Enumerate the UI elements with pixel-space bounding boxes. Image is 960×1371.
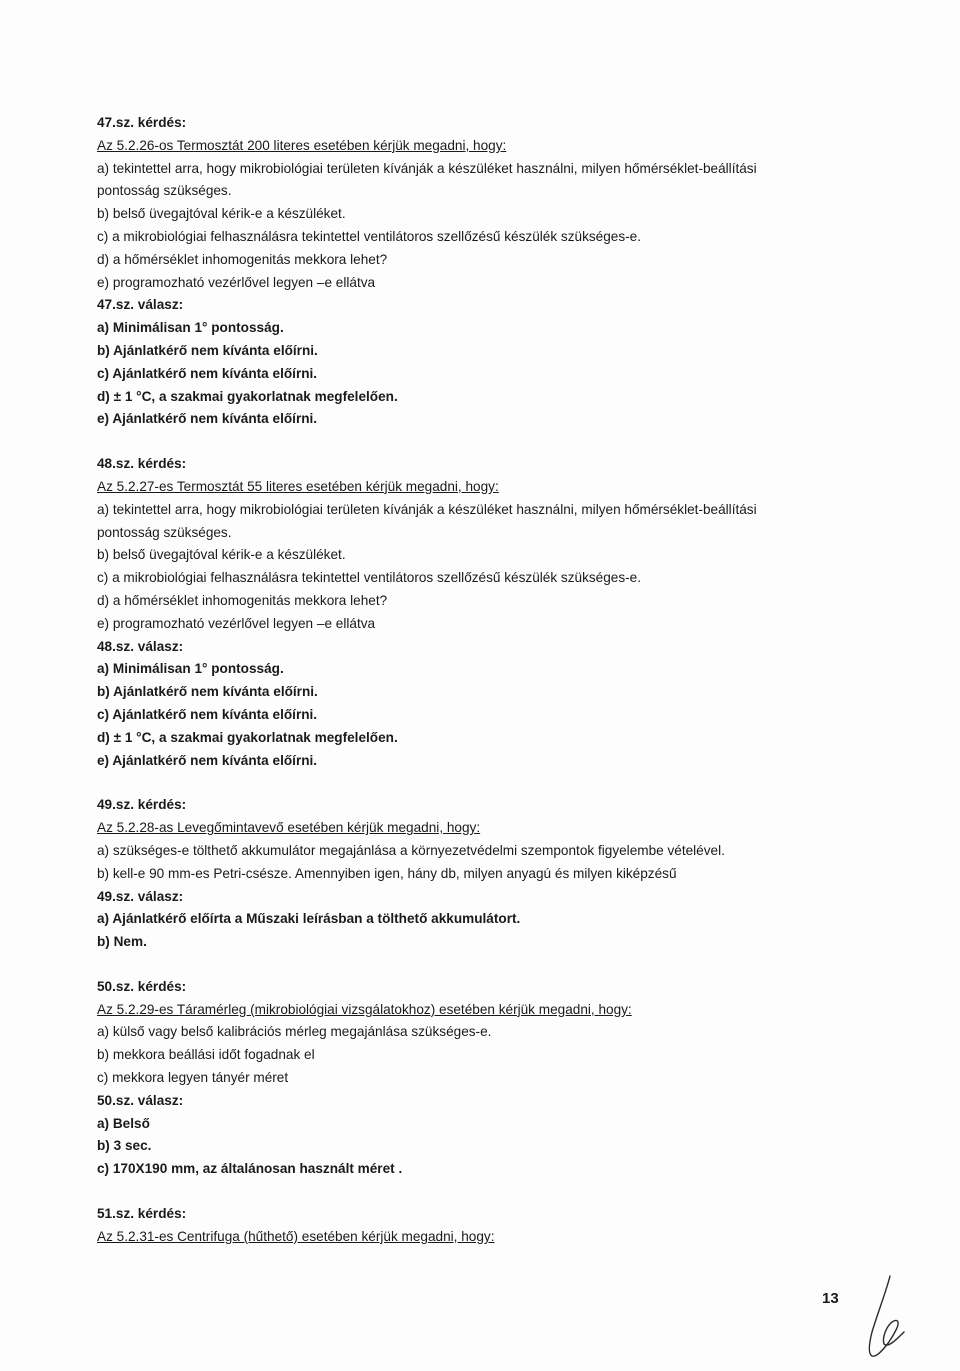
section-gap bbox=[97, 954, 857, 976]
answer-item: b) Nem. bbox=[97, 934, 147, 950]
answer-item: e) Ajánlatkérő nem kívánta előírni. bbox=[97, 411, 318, 427]
answer-item: d) ± 1 °C, a szakmai gyakorlatnak megfelelően. bbox=[97, 388, 398, 404]
question-label: 48.sz. kérdés: bbox=[97, 456, 187, 472]
document-content bbox=[97, 112, 857, 1249]
answer-item: e) Ajánlatkérő nem kívánta előírni. bbox=[97, 752, 318, 768]
question-item: d) a hőmérséklet inhomogenitás mekkora lehet? bbox=[97, 592, 388, 608]
question-item: b) belső üvegajtóval kérik-e a készüléket. bbox=[97, 206, 346, 222]
question-block-50 bbox=[97, 976, 857, 1181]
section-gap bbox=[97, 1181, 857, 1203]
question-label: 51.sz. kérdés: bbox=[97, 1206, 187, 1222]
question-item: a) tekintettel arra, hogy mikrobiológiai területen kívánják a készüléket használni, milyen hőmérséklet-beállítási bbox=[97, 501, 757, 517]
answer-item: a) Minimálisan 1° pontosság. bbox=[97, 661, 284, 677]
page-number: 13 bbox=[822, 1290, 839, 1307]
answer-item: a) Minimálisan 1° pontosság. bbox=[97, 320, 284, 336]
answer-label: 49.sz. válasz: bbox=[97, 888, 184, 904]
question-block-49 bbox=[97, 794, 857, 954]
question-item: d) a hőmérséklet inhomogenitás mekkora lehet? bbox=[97, 251, 388, 267]
question-item: pontosság szükséges. bbox=[97, 183, 232, 199]
answer-label: 48.sz. válasz: bbox=[97, 638, 184, 654]
question-block-51 bbox=[97, 1203, 857, 1249]
question-label: 47.sz. kérdés: bbox=[97, 115, 187, 130]
section-gap bbox=[97, 431, 857, 453]
question-item: a) tekintettel arra, hogy mikrobiológiai területen kívánják a készüléket használni, milyen hőmérséklet-beállítási bbox=[97, 160, 757, 176]
answer-item: b) Ajánlatkérő nem kívánta előírni. bbox=[97, 342, 318, 358]
question-intro: Az 5.2.31-es Centrifuga (hűthető) esetében kérjük megadni, hogy: bbox=[97, 1228, 495, 1244]
question-item: pontosság szükséges. bbox=[97, 524, 232, 540]
question-label: 50.sz. kérdés: bbox=[97, 978, 187, 994]
question-item: a) külső vagy belső kalibrációs mérleg megajánlása szükséges-e. bbox=[97, 1024, 492, 1040]
question-item: c) a mikrobiológiai felhasználásra tekintettel ventilátoros szellőzésű készülék szükséges-e. bbox=[97, 228, 642, 244]
question-intro: Az 5.2.29-es Táramérleg (mikrobiológiai vizsgálatokhoz) esetében kérjük megadni, hogy: bbox=[97, 1001, 632, 1017]
answer-label: 50.sz. válasz: bbox=[97, 1092, 184, 1108]
answer-item: a) Ajánlatkérő előírta a Műszaki leírásban a tölthető akkumulátort. bbox=[97, 911, 521, 927]
question-intro: Az 5.2.27-es Termosztát 55 literes esetében kérjük megadni, hogy: bbox=[97, 478, 499, 494]
answer-item: b) 3 sec. bbox=[97, 1138, 152, 1154]
question-intro: Az 5.2.26-os Termosztát 200 literes esetében kérjük megadni, hogy: bbox=[97, 137, 507, 153]
section-gap bbox=[97, 772, 857, 794]
answer-item: c) 170X190 mm, az általánosan használt méret . bbox=[97, 1161, 403, 1177]
handwritten-signature bbox=[860, 1272, 910, 1362]
question-item: e) programozható vezérlővel legyen –e ellátva bbox=[97, 615, 376, 631]
question-item: b) mekkora beállási időt fogadnak el bbox=[97, 1047, 315, 1063]
answer-label: 47.sz. válasz: bbox=[97, 297, 184, 313]
answer-item: c) Ajánlatkérő nem kívánta előírni. bbox=[97, 365, 318, 381]
question-item: b) kell-e 90 mm-es Petri-csésze. Amennyiben igen, hány db, milyen anyagú és milyen kiképzésű bbox=[97, 865, 677, 881]
question-intro: Az 5.2.28-as Levegőmintavevő esetében kérjük megadni, hogy: bbox=[97, 820, 481, 836]
question-item: a) szükséges-e tölthető akkumulátor megajánlása a környezetvédelmi szempontok figyelembe vételével. bbox=[97, 842, 725, 858]
question-label: 49.sz. kérdés: bbox=[97, 797, 187, 813]
question-item: c) mekkora legyen tányér méret bbox=[97, 1070, 289, 1086]
question-item: b) belső üvegajtóval kérik-e a készüléket. bbox=[97, 547, 346, 563]
answer-item: a) Belső bbox=[97, 1115, 150, 1131]
answer-item: b) Ajánlatkérő nem kívánta előírni. bbox=[97, 684, 318, 700]
answer-item: d) ± 1 °C, a szakmai gyakorlatnak megfelelően. bbox=[97, 729, 398, 745]
answer-item: c) Ajánlatkérő nem kívánta előírni. bbox=[97, 706, 318, 722]
question-block-48 bbox=[97, 453, 857, 772]
question-item: e) programozható vezérlővel legyen –e ellátva bbox=[97, 274, 376, 290]
question-item: c) a mikrobiológiai felhasználásra tekintettel ventilátoros szellőzésű készülék szükséges-e. bbox=[97, 570, 642, 586]
question-block-47 bbox=[97, 112, 857, 431]
